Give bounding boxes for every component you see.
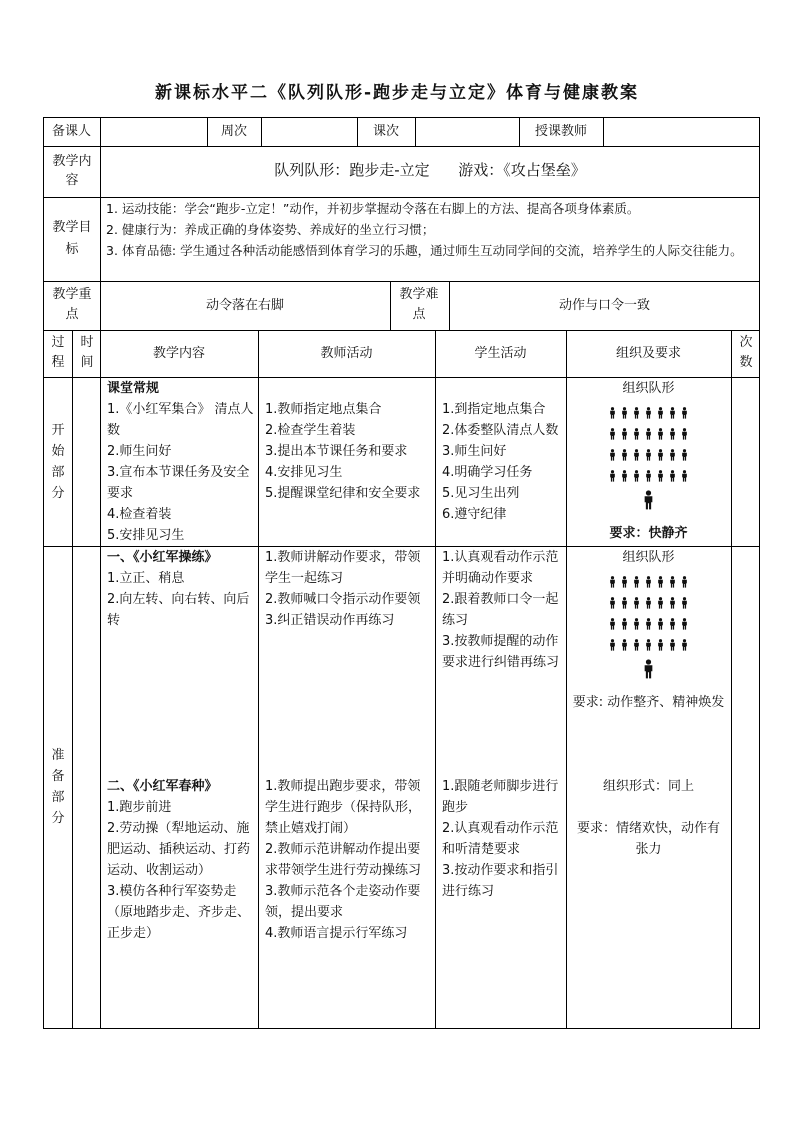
prep-part2-requirement: 要求：情绪欢快，动作有张力	[576, 821, 720, 857]
student-figure-icon	[609, 615, 616, 627]
student-figure-icon	[681, 636, 688, 648]
list-item: 2.向左转、向右转、向后转	[107, 592, 250, 628]
list-item: 3.宣布本节课任务及安全要求	[107, 465, 250, 501]
student-figure-icon	[669, 594, 676, 606]
student-row	[566, 610, 731, 631]
student-figure-icon	[621, 615, 628, 627]
goal-item: 3. 体育品德: 学生通过各种活动能感悟到体育学习的乐趣，通过师生互动同学间的交流，培养学生的人际交往能力。	[106, 243, 743, 258]
student-figure-icon	[633, 446, 640, 458]
student-figure-icon	[609, 594, 616, 606]
list-item: 3.按教师提醒的动作要求进行纠错再练习	[442, 634, 560, 670]
student-figure-icon	[645, 636, 652, 648]
student-figure-icon	[681, 594, 688, 606]
difficulty-text: 动作与口令一致	[558, 298, 650, 313]
student-figure-icon	[669, 615, 676, 627]
list-item: 2.认真观看动作示范和听清楚要求	[442, 821, 559, 857]
student-figure-icon	[645, 594, 652, 606]
student-figure-icon	[657, 446, 664, 458]
student-figure-icon	[609, 404, 616, 416]
student-figure-icon	[645, 425, 652, 437]
list-item: 4.明确学习任务	[442, 465, 533, 480]
list-item: 1.到指定地点集合	[442, 402, 546, 417]
student-figure-icon	[633, 467, 640, 479]
list-item: 3.模仿各种行军姿势走（原地踏步走、齐步走、正步走）	[107, 884, 251, 941]
col-student: 学生活动	[474, 346, 527, 361]
teacher-figure-icon	[643, 659, 654, 683]
student-figure-icon	[657, 425, 664, 437]
student-figure-icon	[645, 467, 652, 479]
list-item: 1.立正、稍息	[107, 571, 185, 586]
content-text: 队列队形：跑步走-立定 游戏：《攻占堡垒》	[274, 161, 586, 179]
list-item: 1.认真观看动作示范并明确动作要求	[442, 550, 559, 586]
student-row	[566, 399, 731, 420]
start-teacher	[265, 399, 431, 504]
student-figure-icon	[681, 467, 688, 479]
student-row	[566, 631, 731, 652]
list-item: 5.提醒课堂纪律和安全要求	[265, 486, 421, 501]
preparer-label: 备课人	[51, 124, 91, 139]
week-label: 周次	[220, 124, 247, 139]
student-figure-icon	[633, 425, 640, 437]
prep-part1-content	[107, 547, 255, 631]
student-figure-icon	[681, 425, 688, 437]
student-figure-icon	[633, 404, 640, 416]
lesson-label: 课次	[372, 124, 399, 139]
prep-part2-student	[442, 776, 563, 902]
col-count: 次数	[739, 335, 753, 370]
start-content-heading: 课堂常规	[107, 381, 160, 396]
student-figure-icon	[633, 636, 640, 648]
content-label: 教学内容	[52, 154, 92, 188]
student-figure-icon	[657, 573, 664, 585]
goal-item: 1. 运动技能：学会“跑步-立定！”动作，并初步掌握动令落在右脚上的方法、提高各项身体素质。	[106, 201, 640, 216]
student-figure-icon	[621, 467, 628, 479]
list-item: 1.跟随老师脚步进行跑步	[442, 779, 559, 815]
student-figure-icon	[645, 573, 652, 585]
list-item: 2.跟着教师口令一起练习	[442, 592, 559, 628]
list-item: 5.见习生出列	[442, 486, 520, 501]
student-figure-icon	[657, 404, 664, 416]
student-figure-icon	[633, 594, 640, 606]
list-item: 1.教师指定地点集合	[265, 402, 382, 417]
student-figure-icon	[681, 615, 688, 627]
student-figure-icon	[609, 573, 616, 585]
list-item: 3.提出本节课任务和要求	[265, 444, 408, 459]
col-time: 时间	[80, 335, 94, 370]
document-title: 新课标水平二《队列队形-跑步走与立定》体育与健康教案	[154, 83, 640, 103]
prep-part1-teacher	[265, 547, 431, 631]
student-figure-icon	[669, 446, 676, 458]
difficulty-label: 教学难点	[399, 287, 439, 322]
list-item: 1.跑步前进	[107, 800, 172, 815]
list-item: 2.师生问好	[107, 444, 172, 459]
prep-part1-requirement: 要求: 动作整齐、精神焕发	[572, 695, 725, 710]
student-figure-icon	[645, 615, 652, 627]
col-teacher: 教师活动	[320, 346, 373, 361]
student-figure-icon	[609, 467, 616, 479]
key-label: 教学重点	[52, 287, 92, 322]
list-item: 1.教师讲解动作要求，带领学生一起练习	[265, 550, 421, 586]
list-item: 3.纠正错误动作再练习	[265, 613, 395, 628]
student-figure-icon	[669, 636, 676, 648]
student-row	[566, 462, 731, 483]
list-item: 4.教师语言提示行军练习	[265, 926, 408, 941]
student-figure-icon	[621, 594, 628, 606]
start-formation	[566, 399, 731, 521]
prep-part2-teacher	[265, 776, 431, 944]
goals-list	[106, 198, 754, 261]
start-org-title: 组织队形	[622, 381, 675, 396]
student-figure-icon	[621, 573, 628, 585]
student-figure-icon	[645, 446, 652, 458]
student-figure-icon	[657, 636, 664, 648]
student-figure-icon	[621, 636, 628, 648]
key-text: 动令落在右脚	[205, 298, 284, 313]
prep-section-name: 准备部分	[51, 748, 65, 826]
student-figure-icon	[645, 404, 652, 416]
list-item: 1.《小红军集合》 清点人数	[107, 402, 254, 438]
student-figure-icon	[681, 573, 688, 585]
list-item: 2.体委整队清点人数	[442, 423, 559, 438]
list-item: 2.劳动操（犁地运动、施肥运动、插秧运动、打药运动、收割运动）	[107, 821, 251, 878]
student-figure-icon	[621, 446, 628, 458]
list-item: 1.教师提出跑步要求，带领学生进行跑步（保持队形，禁止嬉戏打闹）	[265, 779, 422, 836]
col-content: 教学内容	[152, 346, 205, 361]
student-figure-icon	[609, 636, 616, 648]
prep-part2-heading: 二、《小红军春种》	[107, 779, 218, 794]
prep-part1-student	[442, 547, 563, 673]
col-process: 过程	[51, 335, 65, 370]
student-figure-icon	[657, 615, 664, 627]
prep-org-title: 组织队形	[622, 550, 675, 565]
start-content	[107, 378, 255, 546]
list-item: 2.检查学生着装	[265, 423, 356, 438]
student-figure-icon	[669, 467, 676, 479]
student-figure-icon	[621, 425, 628, 437]
student-figure-icon	[681, 404, 688, 416]
start-section-name: 开始部分	[51, 423, 65, 501]
student-figure-icon	[657, 467, 664, 479]
list-item: 2.教师喊口令指示动作要领	[265, 592, 421, 607]
student-figure-icon	[669, 425, 676, 437]
student-figure-icon	[657, 594, 664, 606]
list-item: 4.检查着装	[107, 507, 172, 522]
list-item: 3.按动作要求和指引进行练习	[442, 863, 559, 899]
prep-formation	[566, 568, 731, 690]
student-figure-icon	[609, 425, 616, 437]
list-item: 4.安排见习生	[265, 465, 343, 480]
prep-part2-org-form: 组织形式：同上	[602, 779, 694, 794]
teacher-label: 授课教师	[534, 124, 587, 139]
start-student	[442, 399, 563, 525]
student-row	[566, 589, 731, 610]
list-item: 6.遵守纪律	[442, 507, 507, 522]
goal-item: 2. 健康行为：养成正确的身体姿势、养成好的坐立行习惯；	[106, 222, 435, 237]
student-figure-icon	[633, 615, 640, 627]
list-item: 2.教师示范讲解动作提出要求带领学生进行劳动操练习	[265, 842, 422, 878]
prep-part2-content	[107, 776, 255, 944]
list-item: 3.教师示范各个走姿动作要领，提出要求	[265, 884, 421, 920]
student-figure-icon	[669, 404, 676, 416]
student-figure-icon	[669, 573, 676, 585]
student-figure-icon	[609, 446, 616, 458]
prep-part1-heading: 一、《小红军操练》	[107, 550, 218, 565]
goals-label: 教学目标	[52, 220, 92, 257]
start-requirement: 要求：快静齐	[609, 526, 688, 541]
student-row	[566, 420, 731, 441]
student-figure-icon	[633, 573, 640, 585]
list-item: 5.安排见习生	[107, 528, 185, 543]
student-row	[566, 441, 731, 462]
list-item: 3.师生问好	[442, 444, 507, 459]
student-figure-icon	[621, 404, 628, 416]
student-figure-icon	[681, 446, 688, 458]
student-row	[566, 568, 731, 589]
col-organization: 组织及要求	[615, 346, 681, 361]
teacher-figure-icon	[643, 490, 654, 514]
